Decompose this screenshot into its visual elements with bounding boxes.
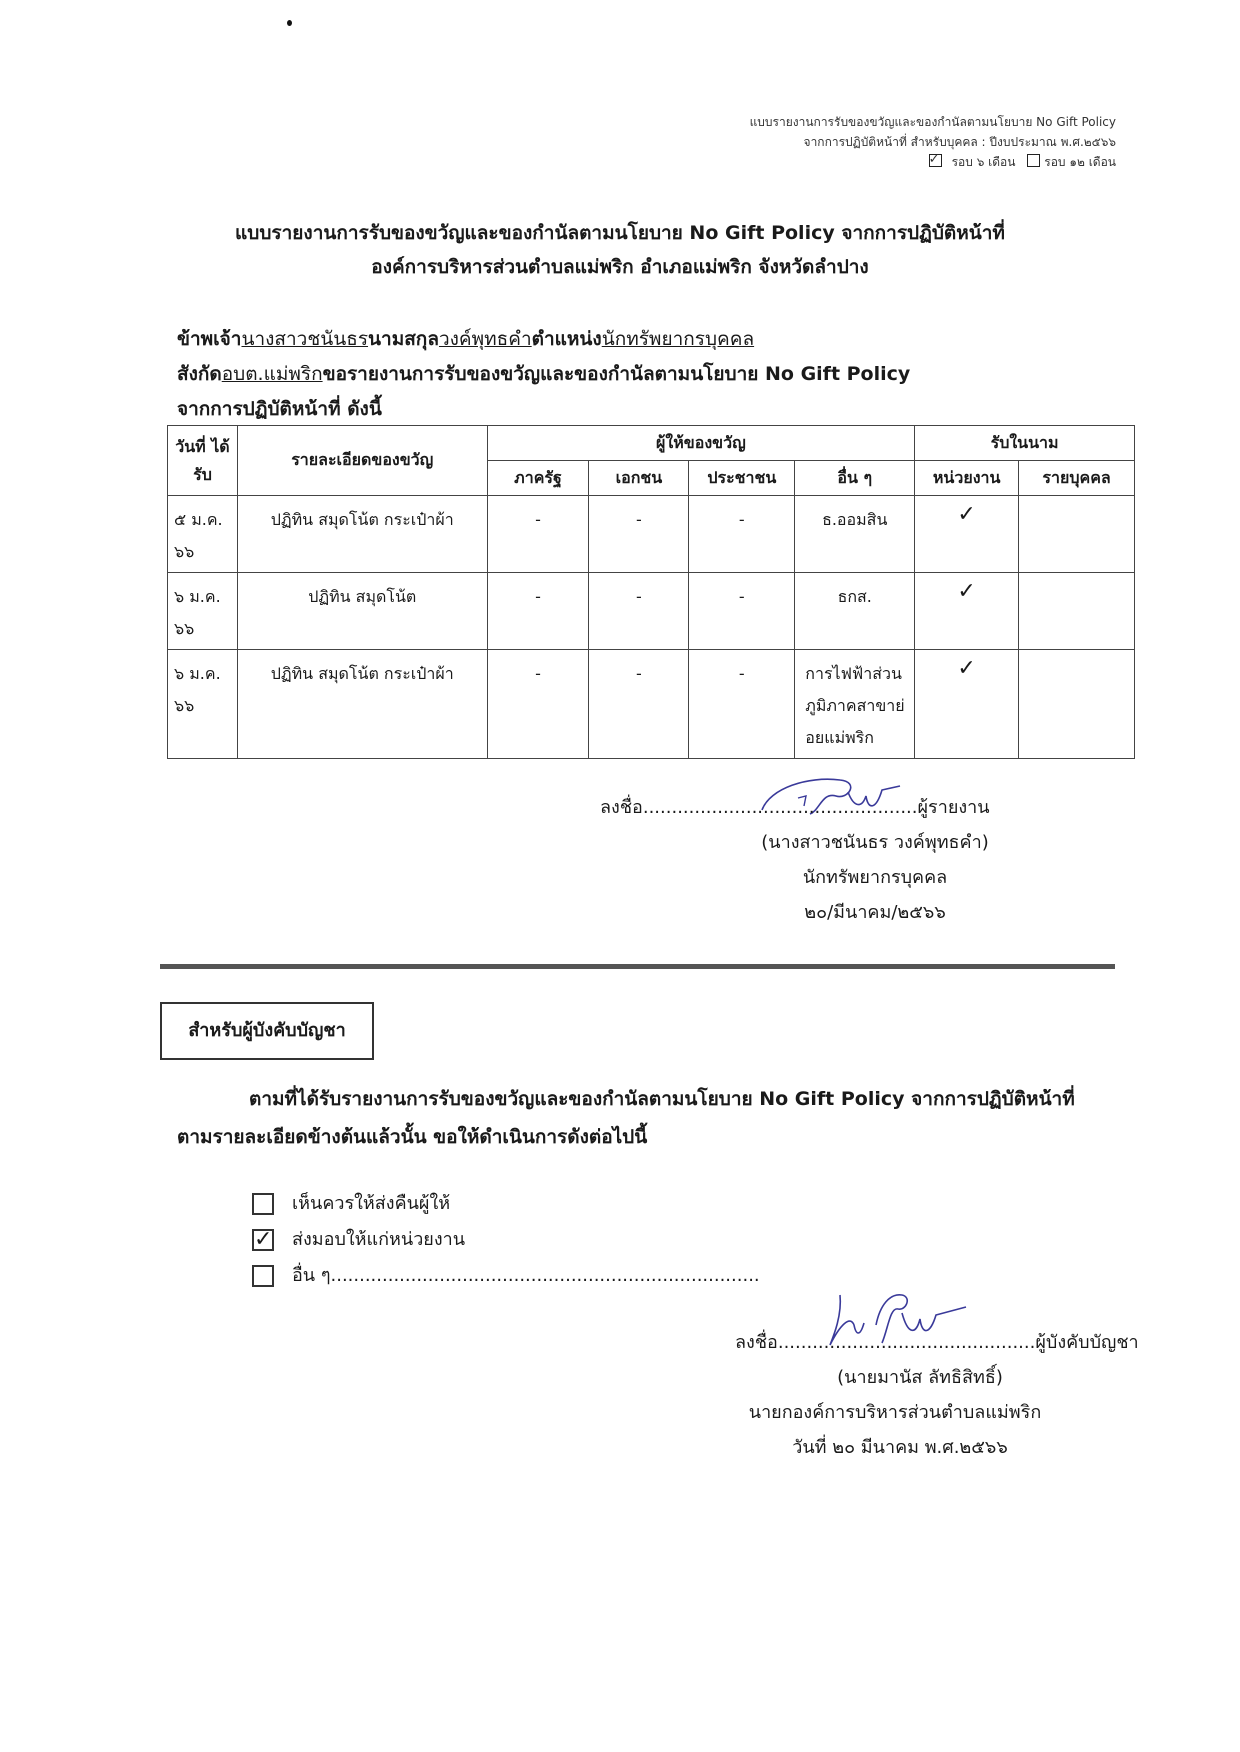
check-mark: ✓ <box>957 656 976 681</box>
reporter-org: อบต.แม่พริก <box>221 363 323 385</box>
cell-person <box>1019 573 1135 650</box>
cell-other: การไฟฟ้าส่วนภูมิภาคสาขาย่อยแม่พริก <box>795 650 915 759</box>
intro-label-org: สังกัด <box>177 363 222 385</box>
table-row <box>168 573 1135 650</box>
reporter-intro <box>177 322 910 427</box>
commander-signature-block <box>735 1325 1139 1465</box>
commander-section-label: สำหรับผู้บังคับบัญชา <box>160 1002 374 1060</box>
sign-prefix: ลงชื่อ <box>735 1332 778 1353</box>
commander-sign-date: วันที่ ๒๐ มีนาคม พ.ศ.๒๕๖๖ <box>792 1437 1008 1458</box>
option-label: ส่งมอบให้แก่หน่วยงาน <box>292 1229 466 1250</box>
reporter-name: นางสาวชนันธร <box>241 328 369 350</box>
col-header-person: รายบุคคล <box>1019 461 1135 496</box>
cell-state: - <box>487 650 589 759</box>
form-identifier <box>750 112 1116 172</box>
option-checkbox[interactable] <box>252 1265 274 1287</box>
cycle-12-checkbox[interactable] <box>1027 154 1040 167</box>
cell-public: - <box>689 650 795 759</box>
reporter-position: นักทรัพยากรบุคคล <box>601 328 755 350</box>
option-checkbox[interactable] <box>252 1229 274 1251</box>
cell-date: ๖ ม.ค. ๖๖ <box>168 650 238 759</box>
form-id-line2: จากการปฏิบัติหน้าที่ สำหรับบุคคล : ปีงบประมาณ พ.ศ.๒๕๖๖ <box>803 135 1116 149</box>
col-header-unit: หน่วยงาน <box>915 461 1019 496</box>
option-return-to-giver[interactable] <box>252 1186 760 1222</box>
reporter-printed-name: (นางสาวชนันธร วงค์พุทธคำ) <box>761 832 989 853</box>
intro-line1 <box>177 322 910 357</box>
cycle-6-label: รอบ ๖ เดือน <box>951 155 1016 169</box>
option-hand-to-unit[interactable] <box>252 1222 760 1258</box>
option-label: เห็นควรให้ส่งคืนผู้ให้ <box>292 1193 451 1214</box>
cell-private: - <box>589 573 689 650</box>
cell-other: ธกส. <box>795 573 915 650</box>
intro-line2 <box>177 357 910 392</box>
col-header-detail: รายละเอียดของขวัญ <box>237 426 487 496</box>
form-id-line1: แบบรายงานการรับของขวัญและของกำนัลตามนโยบาย No Gift Policy <box>749 115 1116 129</box>
cell-state: - <box>487 573 589 650</box>
cell-detail: ปฏิทิน สมุดโน้ต กระเป๋าผ้า <box>237 650 487 759</box>
cell-date: ๕ ม.ค. ๖๖ <box>168 496 238 573</box>
check-mark: ✓ <box>957 579 976 604</box>
table-row <box>168 650 1135 759</box>
reporter-sign-line <box>600 790 1120 825</box>
cycle-6-checkbox[interactable] <box>929 154 942 167</box>
title-line1: แบบรายงานการรับของขวัญและของกำนัลตามนโยบาย No Gift Policy จากการปฏิบัติหน้าที่ <box>235 222 1005 244</box>
intro-statement: ขอรายงานการรับของขวัญและของกำนัลตามนโยบาย No Gift Policy <box>322 363 911 385</box>
option-other[interactable] <box>252 1258 760 1294</box>
reporter-signature-block <box>600 790 1120 930</box>
col-header-other: อื่น ๆ <box>795 461 915 496</box>
cell-date: ๖ ม.ค. ๖๖ <box>168 573 238 650</box>
commander-sign-line <box>735 1325 1139 1360</box>
instruction-line1: ตามที่ได้รับรายงานการรับของขวัญและของกำนัลตามนโยบาย No Gift Policy จากการปฏิบัติหน้าที่ <box>249 1088 1075 1110</box>
col-header-public: ประชาชน <box>689 461 795 496</box>
cell-public: - <box>689 573 795 650</box>
intro-label-position: ตำแหน่ง <box>531 328 602 350</box>
reporter-sign-date: ๒๐/มีนาคม/๒๕๖๖ <box>804 902 946 923</box>
scan-speck <box>287 20 292 26</box>
cell-detail: ปฏิทิน สมุดโน้ต กระเป๋าผ้า <box>237 496 487 573</box>
cell-other: ธ.ออมสิน <box>795 496 915 573</box>
intro-label-surname: นามสกุล <box>368 328 439 350</box>
sign-role: ผู้รายงาน <box>917 797 990 818</box>
cell-detail: ปฏิทิน สมุดโน้ต <box>237 573 487 650</box>
reporter-surname: วงค์พุทธคำ <box>438 328 532 350</box>
col-header-state: ภาครัฐ <box>487 461 589 496</box>
title-line2: องค์การบริหารส่วนตำบลแม่พริก อำเภอแม่พริก จังหวัดลำปาง <box>371 256 869 278</box>
table-row <box>168 496 1135 573</box>
cycle-12-label: รอบ ๑๒ เดือน <box>1044 155 1116 169</box>
option-checkbox[interactable] <box>252 1193 274 1215</box>
gift-table <box>167 425 1135 759</box>
intro-label-i: ข้าพเจ้า <box>177 328 242 350</box>
sign-dots: ............................................. <box>777 1332 1036 1353</box>
col-header-private: เอกชน <box>589 461 689 496</box>
col-header-giver: ผู้ให้ของขวัญ <box>487 426 915 461</box>
section-divider <box>160 964 1115 969</box>
col-header-date: วันที่ ได้รับ <box>168 426 238 496</box>
cell-private: - <box>589 650 689 759</box>
cell-unit <box>915 650 1019 759</box>
commander-printed-position: นายกองค์การบริหารส่วนตำบลแม่พริก <box>748 1402 1042 1423</box>
cell-unit <box>915 573 1019 650</box>
document-title <box>0 216 1240 284</box>
commander-instruction <box>177 1080 1075 1156</box>
cell-private: - <box>589 496 689 573</box>
cell-unit <box>915 496 1019 573</box>
cell-person <box>1019 496 1135 573</box>
cell-state: - <box>487 496 589 573</box>
cycle-options <box>750 152 1116 172</box>
instruction-line2: ตามรายละเอียดข้างต้นแล้วนั้น ขอให้ดำเนินการดังต่อไปนี้ <box>177 1126 648 1148</box>
commander-options <box>252 1186 760 1294</box>
sign-dots: ................................................ <box>642 797 918 818</box>
sign-prefix: ลงชื่อ <box>600 797 643 818</box>
cell-person <box>1019 650 1135 759</box>
col-header-received-as: รับในนาม <box>915 426 1135 461</box>
table-header-row-1 <box>168 426 1135 461</box>
cell-public: - <box>689 496 795 573</box>
sign-role: ผู้บังคับบัญชา <box>1035 1332 1139 1353</box>
commander-printed-name: (นายมานัส ลัทธิสิทธิ์) <box>837 1367 1003 1388</box>
check-mark: ✓ <box>957 502 976 527</box>
option-label: อื่น ๆ........................................................................... <box>292 1265 760 1286</box>
reporter-printed-position: นักทรัพยากรบุคคล <box>802 867 948 888</box>
intro-line3: จากการปฏิบัติหน้าที่ ดังนี้ <box>177 398 382 420</box>
